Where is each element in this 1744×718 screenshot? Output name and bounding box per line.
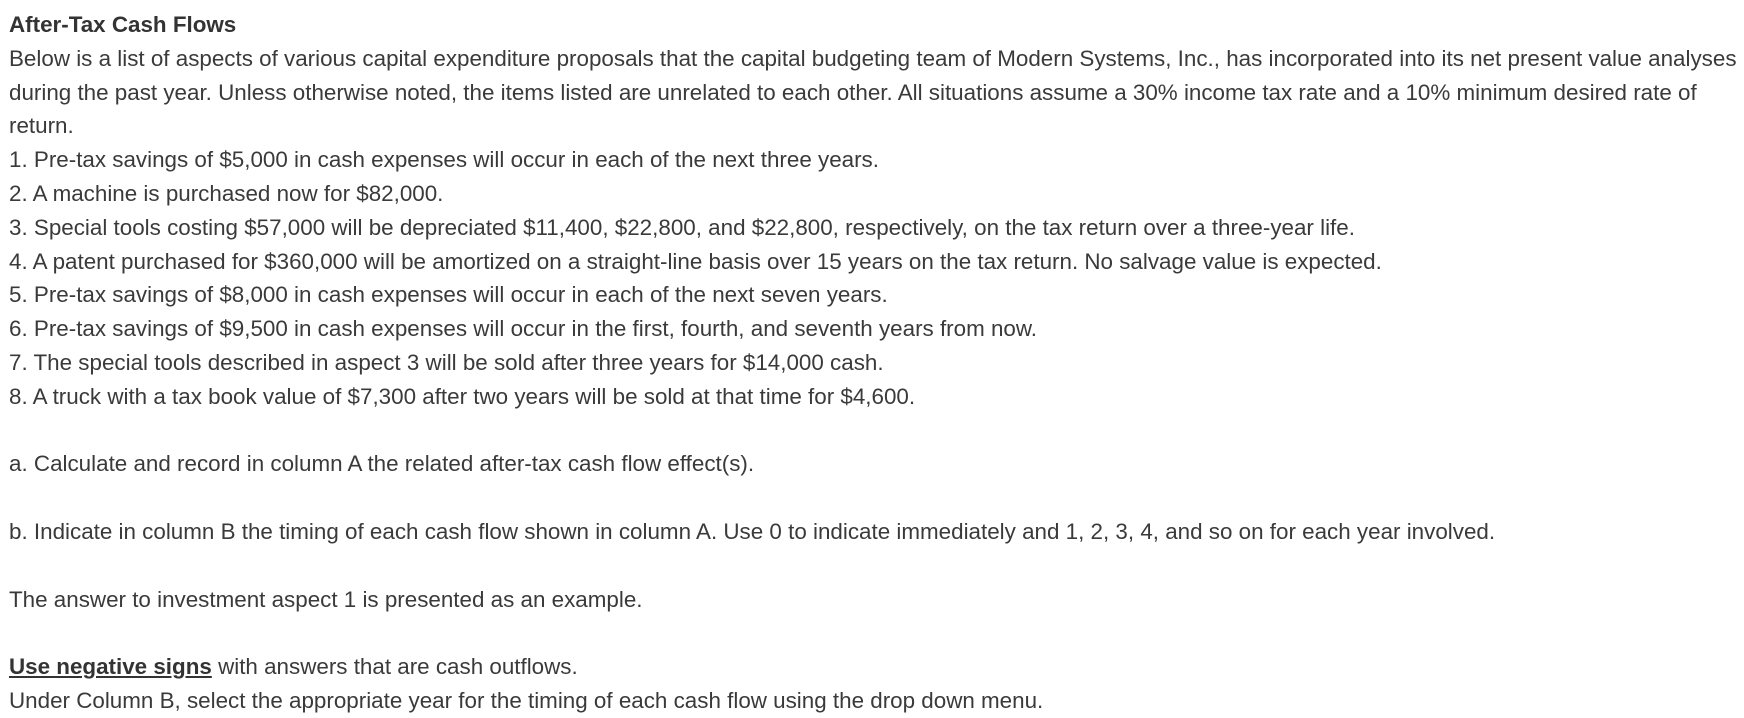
problem-title: After-Tax Cash Flows — [9, 12, 237, 37]
negative-signs-rest: with answers that are cash outflows. — [211, 654, 578, 680]
aspect-item: 5. Pre-tax savings of $8,000 in cash expenses will occur in each of the next seven years. — [9, 282, 888, 308]
aspect-item: 1. Pre-tax savings of $5,000 in cash expenses will occur in each of the next three years. — [9, 147, 879, 173]
aspect-item: 3. Special tools costing $57,000 will be depreciated $11,400, $22,800, and $22,800, respectively, on the tax return over a three-year life. — [9, 214, 1355, 240]
negative-signs-emphasis: Use negative signs — [9, 654, 212, 680]
example-note: The answer to investment aspect 1 is presented as an example. — [9, 586, 643, 612]
aspect-item: 8. A truck with a tax book value of $7,300 after two years will be sold at that time for $4,600. — [9, 383, 916, 409]
aspects-list — [9, 143, 1739, 413]
instruction-a: a. Calculate and record in column A the related after-tax cash flow effect(s). — [9, 451, 755, 477]
aspect-item: 4. A patent purchased for $360,000 will be amortized on a straight-line basis over 15 years on the tax return. No salvage value is expected. — [9, 248, 1382, 274]
aspect-item: 2. A machine is purchased now for $82,000. — [9, 180, 444, 206]
intro-paragraph: Below is a list of aspects of various capital expenditure proposals that the capital budgeting team of Modern Systems, Inc., has incorporated into its net present value analyses during the past year. Unless otherwise noted, the items listed are unrelated to each other. All situations assume a 30% income tax rate and a 10% minimum desired rate of return. — [9, 45, 1737, 139]
instruction-b: b. Indicate in column B the timing of each cash flow shown in column A. Use 0 to indicate immediately and 1, 2, 3, 4, and so on for each year involved. — [9, 518, 1496, 544]
aspect-item: 6. Pre-tax savings of $9,500 in cash expenses will occur in the first, fourth, and seventh years from now. — [9, 316, 1038, 342]
column-b-note: Under Column B, select the appropriate year for the timing of each cash flow using the drop down menu. — [9, 687, 1044, 713]
negative-signs-note — [9, 650, 1739, 684]
aspect-item: 7. The special tools described in aspect 3 will be sold after three years for $14,000 cash. — [9, 349, 884, 375]
